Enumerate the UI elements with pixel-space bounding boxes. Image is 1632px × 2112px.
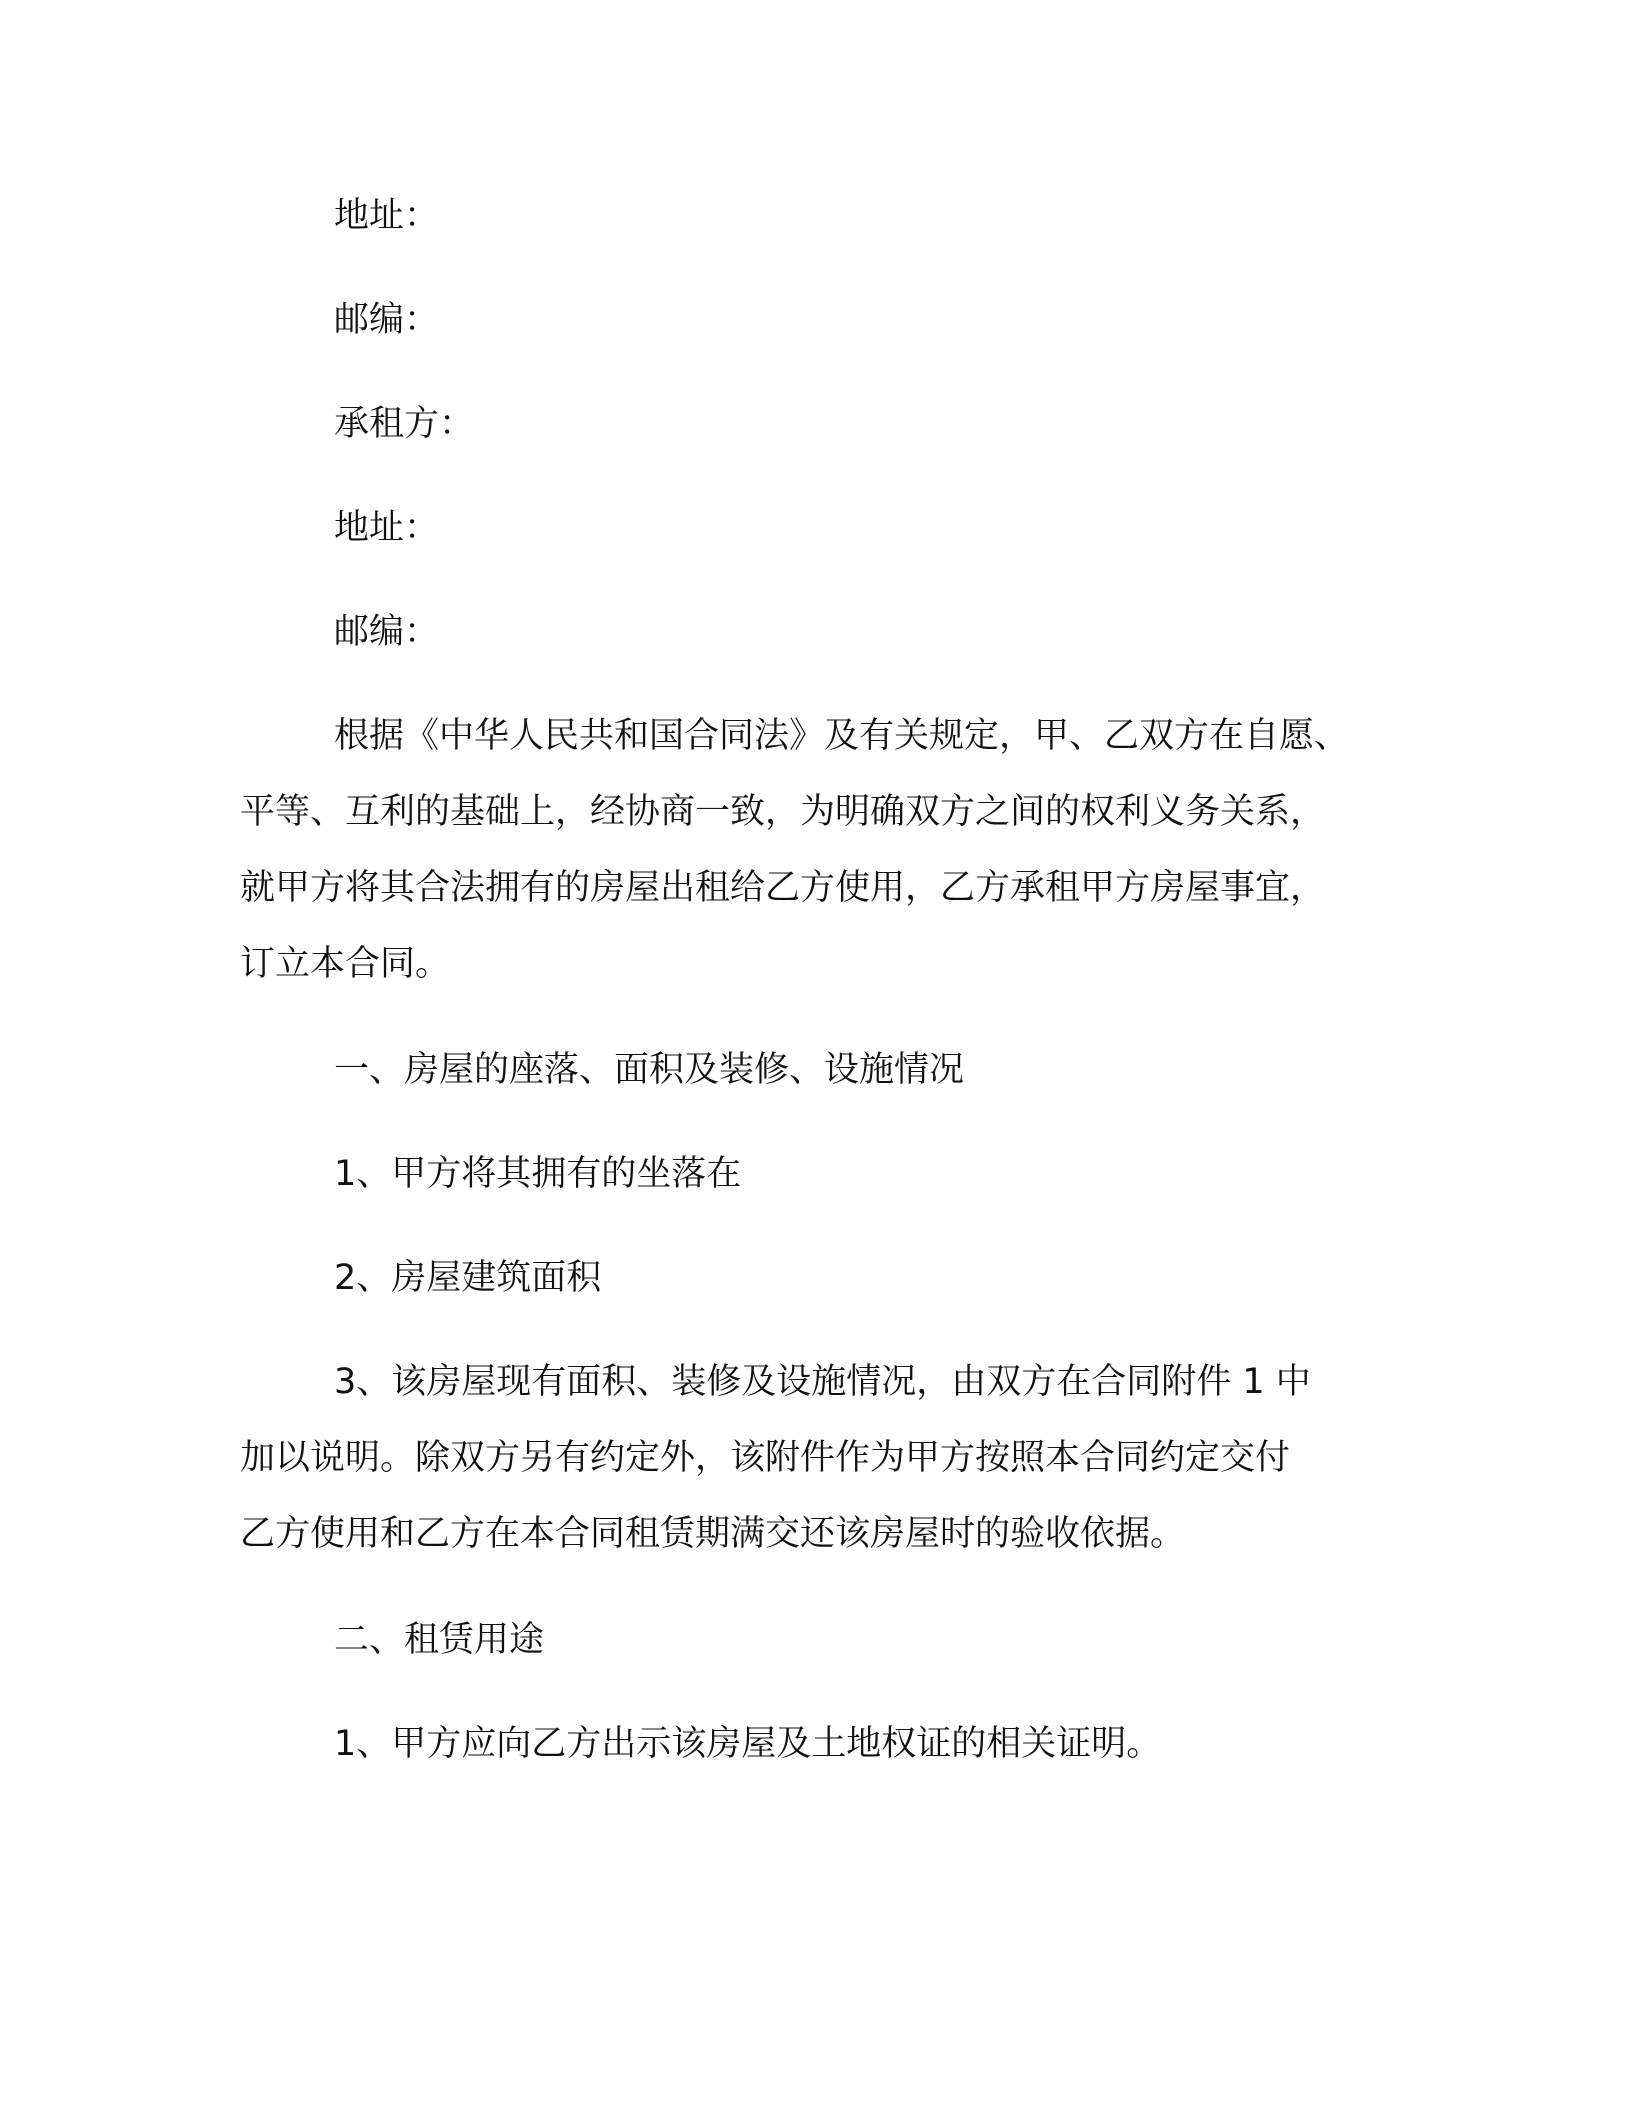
preamble-line-3: 就甲方将其合法拥有的房屋出租给乙方使用，乙方承租甲方房屋事宜， xyxy=(240,868,1326,908)
preamble-line-4: 订立本合同。 xyxy=(240,944,451,984)
section-1-item-3-line-1: 3、该房屋现有面积、装修及设施情况，由双方在合同附件 1 中 xyxy=(334,1362,1311,1402)
section-2-item-1: 1、甲方应向乙方出示该房屋及土地权证的相关证明。 xyxy=(334,1724,1162,1764)
section-1-item-1: 1、甲方将其拥有的坐落在 xyxy=(334,1154,742,1194)
section-1-heading: 一、房屋的座落、面积及装修、设施情况 xyxy=(334,1050,965,1090)
preamble-line-2: 平等、互利的基础上，经协商一致，为明确双方之间的权利义务关系， xyxy=(240,792,1326,832)
section-2-heading: 二、租赁用途 xyxy=(334,1620,545,1660)
lessor-postcode-label: 邮编： xyxy=(334,300,440,340)
lessee-postcode-label: 邮编： xyxy=(334,612,440,652)
preamble-line-1: 根据《中华人民共和国合同法》及有关规定，甲、乙双方在自愿、 xyxy=(334,716,1350,756)
section-1-item-3-line-3: 乙方使用和乙方在本合同租赁期满交还该房屋时的验收依据。 xyxy=(240,1514,1186,1554)
lessor-address-label: 地址： xyxy=(334,196,440,236)
lessee-address-label: 地址： xyxy=(334,508,440,548)
lessee-label: 承租方： xyxy=(334,404,475,444)
section-1-item-3-line-2: 加以说明。除双方另有约定外，该附件作为甲方按照本合同约定交付 xyxy=(240,1438,1291,1478)
section-1-item-2: 2、房屋建筑面积 xyxy=(334,1258,602,1298)
